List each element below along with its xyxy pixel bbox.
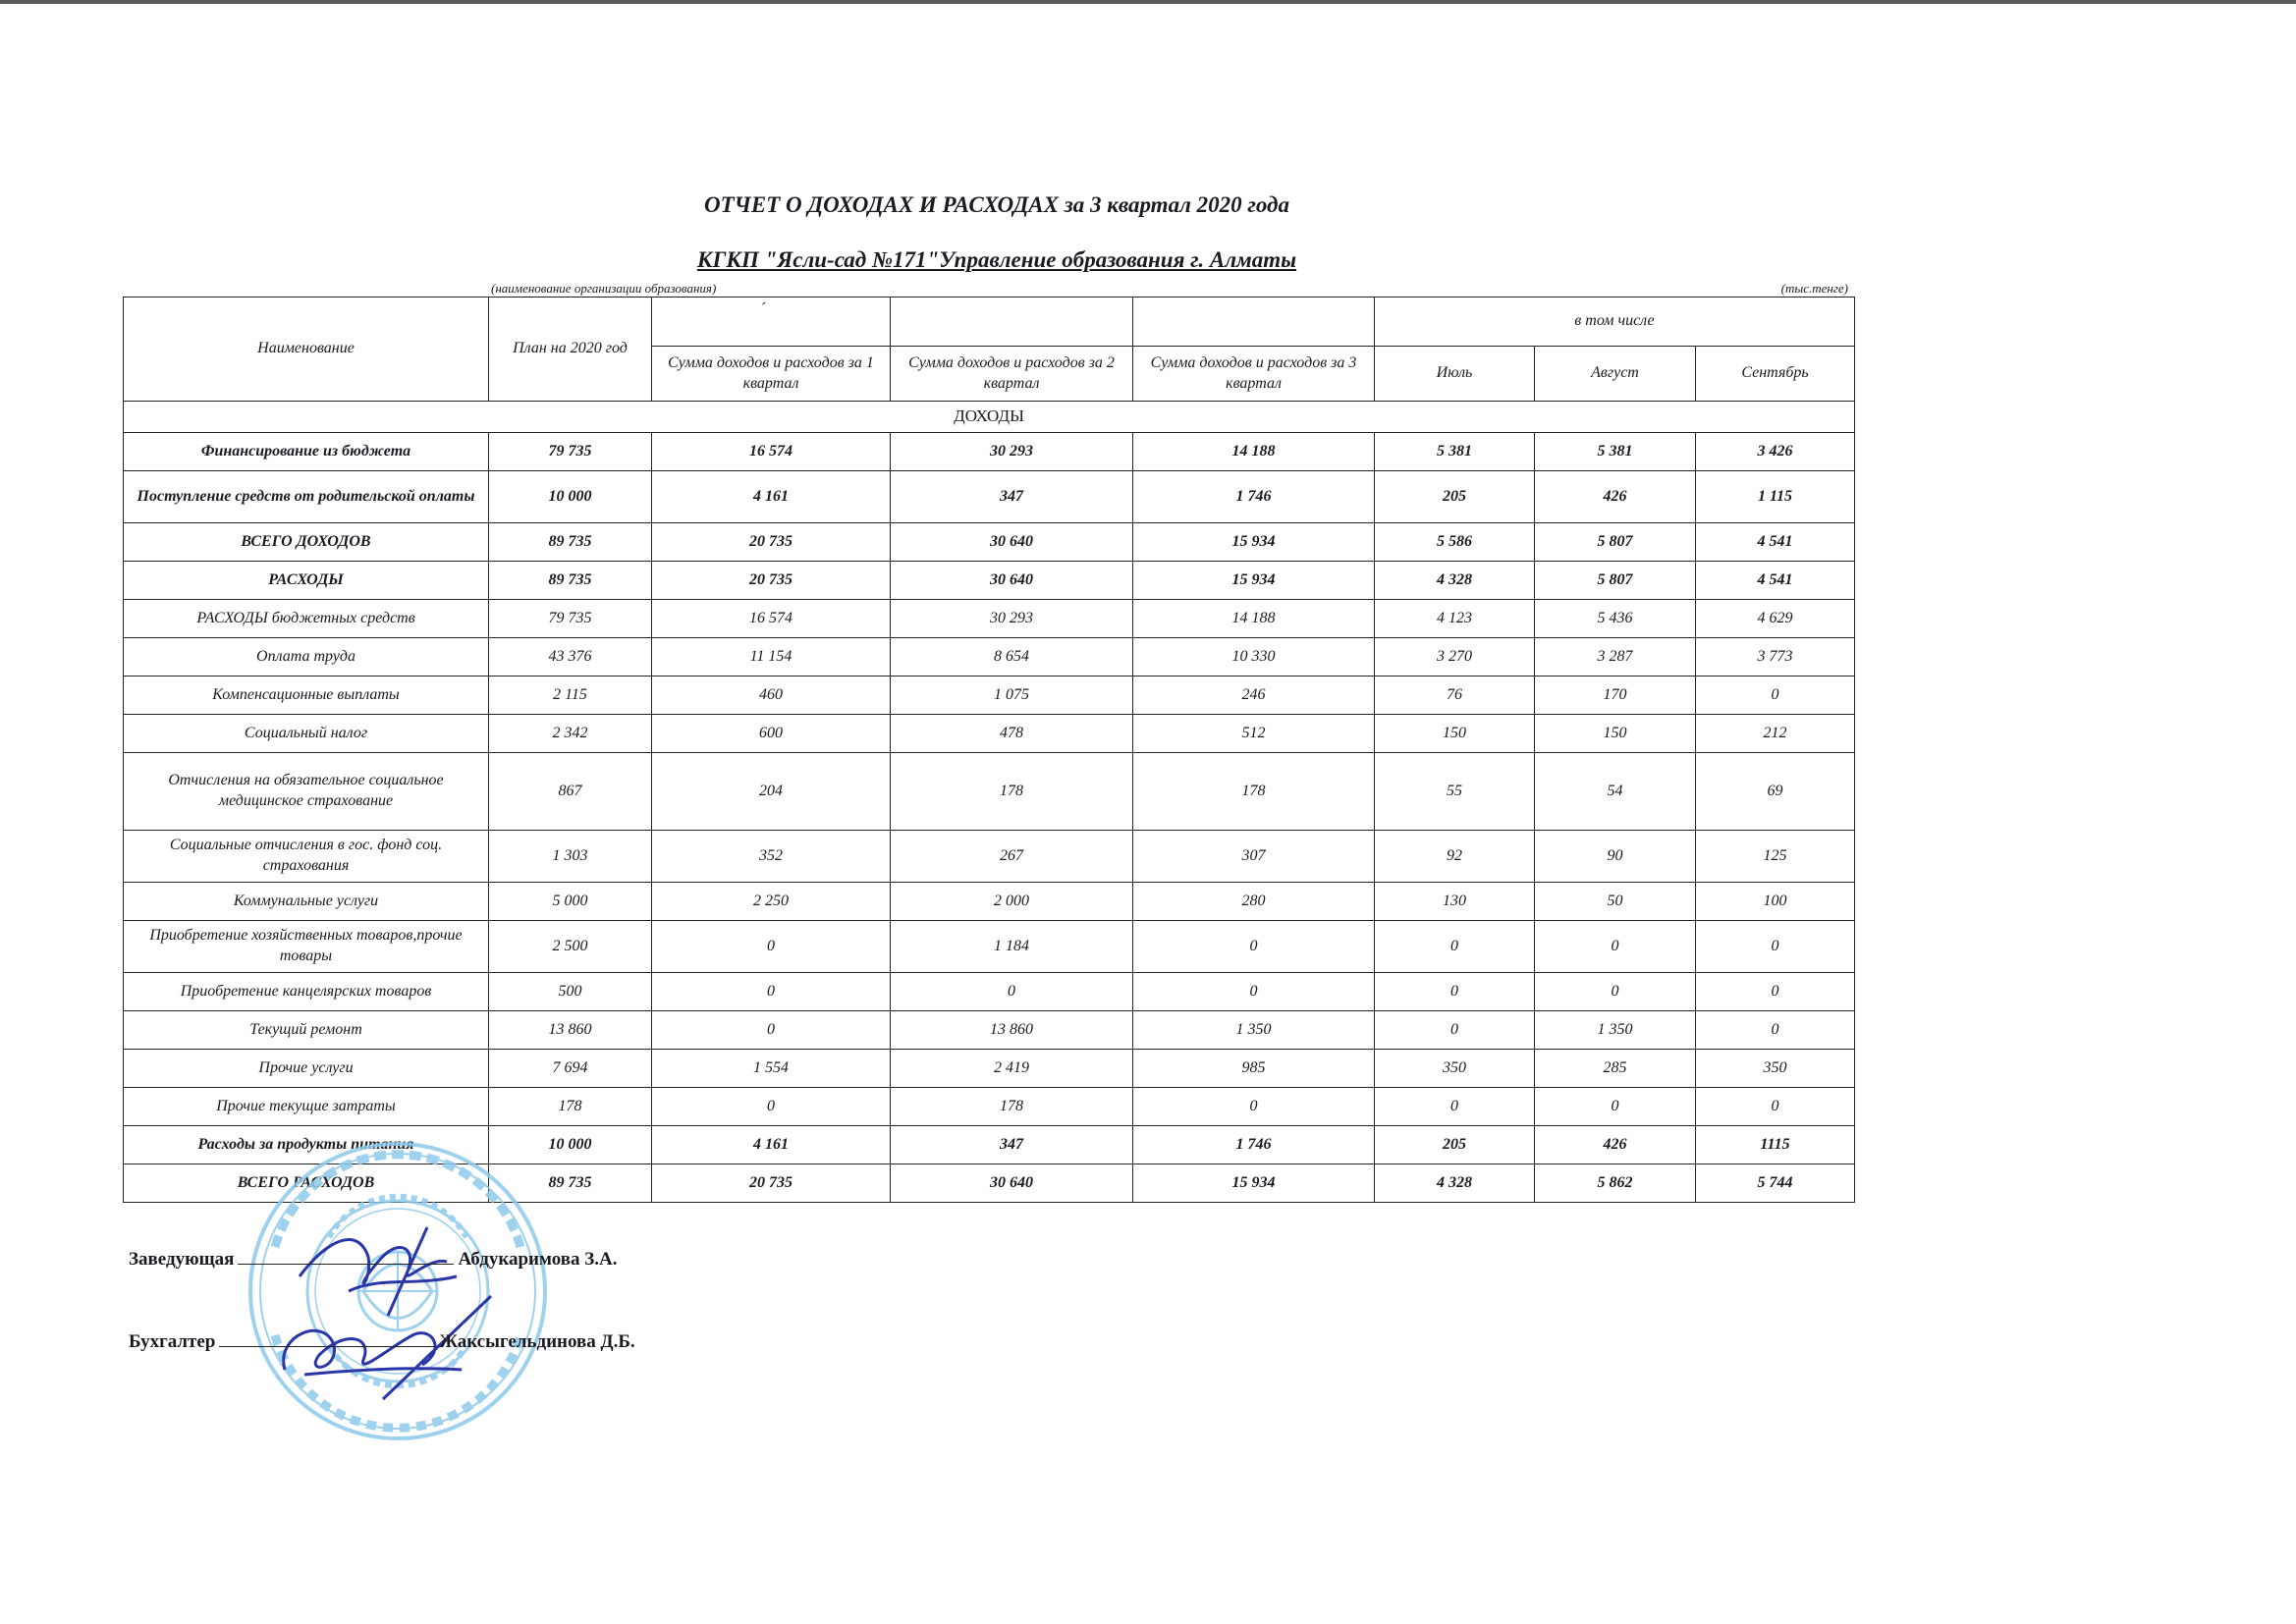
head-name: Абдукаримова З.А. bbox=[458, 1249, 618, 1270]
cell-q1: 20 735 bbox=[652, 523, 891, 562]
table-row bbox=[124, 638, 1855, 677]
row-label: Прочие услуги bbox=[124, 1050, 489, 1088]
cell-plan: 89 735 bbox=[489, 1164, 652, 1203]
cell-plan: 79 735 bbox=[489, 433, 652, 471]
cell-plan: 1 303 bbox=[489, 831, 652, 883]
cell-m8: 0 bbox=[1535, 921, 1696, 973]
row-label: Расходы за продукты питания bbox=[124, 1126, 489, 1164]
cell-q2: 1 075 bbox=[891, 677, 1133, 715]
col-header-plan: План на 2020 год bbox=[489, 298, 652, 402]
cell-m8: 285 bbox=[1535, 1050, 1696, 1088]
section-income: ДОХОДЫ bbox=[124, 402, 1855, 433]
col-header-q2: Сумма доходов и расходов за 2 квартал bbox=[891, 347, 1133, 402]
col-header-august: Август bbox=[1535, 347, 1696, 402]
organization-name: КГКП "Ясли-сад №171"Управление образования г. Алматы bbox=[696, 247, 1297, 272]
table-row bbox=[124, 973, 1855, 1011]
cell-plan: 178 bbox=[489, 1088, 652, 1126]
cell-m8: 426 bbox=[1535, 1126, 1696, 1164]
col-header-blank bbox=[891, 298, 1133, 347]
cell-q3: 15 934 bbox=[1133, 523, 1375, 562]
cell-m9: 5 744 bbox=[1696, 1164, 1855, 1203]
cell-m9: 0 bbox=[1696, 973, 1855, 1011]
cell-q1: 0 bbox=[652, 1011, 891, 1050]
cell-m8: 50 bbox=[1535, 883, 1696, 921]
col-header-q1: Сумма доходов и расходов за 1 квартал bbox=[652, 347, 891, 402]
cell-q2: 13 860 bbox=[891, 1011, 1133, 1050]
cell-q3: 1 350 bbox=[1133, 1011, 1375, 1050]
cell-m9: 125 bbox=[1696, 831, 1855, 883]
cell-q2: 2 419 bbox=[891, 1050, 1133, 1088]
cell-q3: 0 bbox=[1133, 1088, 1375, 1126]
cell-m8: 5 381 bbox=[1535, 433, 1696, 471]
cell-q2: 30 640 bbox=[891, 1164, 1133, 1203]
cell-m9: 4 541 bbox=[1696, 523, 1855, 562]
cell-q2: 30 293 bbox=[891, 433, 1133, 471]
cell-q1: 20 735 bbox=[652, 1164, 891, 1203]
organization-caption: (наименование организации образования) bbox=[491, 281, 717, 296]
row-label: РАСХОДЫ bbox=[124, 562, 489, 600]
table-row bbox=[124, 831, 1855, 883]
cell-q1: 352 bbox=[652, 831, 891, 883]
cell-m9: 0 bbox=[1696, 677, 1855, 715]
cell-m8: 90 bbox=[1535, 831, 1696, 883]
cell-q1: 16 574 bbox=[652, 600, 891, 638]
cell-m8: 170 bbox=[1535, 677, 1696, 715]
cell-plan: 500 bbox=[489, 973, 652, 1011]
cell-m7: 130 bbox=[1375, 883, 1535, 921]
cell-m8: 1 350 bbox=[1535, 1011, 1696, 1050]
cell-m9: 69 bbox=[1696, 753, 1855, 831]
table-row bbox=[124, 433, 1855, 471]
table-row bbox=[124, 523, 1855, 562]
row-label: Социальный налог bbox=[124, 715, 489, 753]
col-header-q3: Сумма доходов и расходов за 3 квартал bbox=[1133, 347, 1375, 402]
cell-m7: 0 bbox=[1375, 973, 1535, 1011]
cell-q1: 2 250 bbox=[652, 883, 891, 921]
cell-m8: 54 bbox=[1535, 753, 1696, 831]
table-row bbox=[124, 1011, 1855, 1050]
cell-q2: 1 184 bbox=[891, 921, 1133, 973]
table-row bbox=[124, 1088, 1855, 1126]
cell-q1: 0 bbox=[652, 1088, 891, 1126]
cell-q1: 1 554 bbox=[652, 1050, 891, 1088]
cell-m8: 3 287 bbox=[1535, 638, 1696, 677]
table-row bbox=[124, 1050, 1855, 1088]
col-header-blank bbox=[1133, 298, 1375, 347]
cell-m8: 5 862 bbox=[1535, 1164, 1696, 1203]
accountant-role: Бухгалтер bbox=[129, 1331, 216, 1352]
cell-plan: 5 000 bbox=[489, 883, 652, 921]
row-label: ВСЕГО ДОХОДОВ bbox=[124, 523, 489, 562]
cell-m9: 350 bbox=[1696, 1050, 1855, 1088]
table-row bbox=[124, 753, 1855, 831]
cell-q1: 0 bbox=[652, 921, 891, 973]
cell-q2: 8 654 bbox=[891, 638, 1133, 677]
cell-q2: 30 640 bbox=[891, 523, 1133, 562]
cell-q3: 246 bbox=[1133, 677, 1375, 715]
cell-m8: 150 bbox=[1535, 715, 1696, 753]
cell-q3: 307 bbox=[1133, 831, 1375, 883]
table-row bbox=[124, 471, 1855, 523]
cell-m8: 5 436 bbox=[1535, 600, 1696, 638]
cell-q2: 178 bbox=[891, 753, 1133, 831]
cell-q1: 4 161 bbox=[652, 1126, 891, 1164]
col-header-july: Июль bbox=[1375, 347, 1535, 402]
cell-q3: 0 bbox=[1133, 921, 1375, 973]
col-header-including: в том числе bbox=[1375, 298, 1855, 347]
cell-plan: 79 735 bbox=[489, 600, 652, 638]
row-label: ВСЕГО РАСХОДОВ bbox=[124, 1164, 489, 1203]
cell-plan: 43 376 bbox=[489, 638, 652, 677]
cell-m8: 5 807 bbox=[1535, 562, 1696, 600]
cell-m7: 3 270 bbox=[1375, 638, 1535, 677]
row-label: Отчисления на обязательное социальное медицинское страхование bbox=[124, 753, 489, 831]
cell-q3: 15 934 bbox=[1133, 562, 1375, 600]
cell-q3: 178 bbox=[1133, 753, 1375, 831]
cell-m7: 0 bbox=[1375, 1011, 1535, 1050]
cell-q2: 478 bbox=[891, 715, 1133, 753]
cell-plan: 13 860 bbox=[489, 1011, 652, 1050]
cell-m7: 205 bbox=[1375, 1126, 1535, 1164]
table-row bbox=[124, 921, 1855, 973]
cell-plan: 10 000 bbox=[489, 1126, 652, 1164]
cell-q3: 0 bbox=[1133, 973, 1375, 1011]
report-title: ОТЧЕТ О ДОХОДАХ И РАСХОДАХ за 3 квартал 2020 года bbox=[704, 192, 1289, 217]
cell-m9: 0 bbox=[1696, 1088, 1855, 1126]
row-label: Текущий ремонт bbox=[124, 1011, 489, 1050]
col-header-name: Наименование bbox=[124, 298, 489, 402]
signature-underline bbox=[219, 1346, 435, 1347]
cell-q2: 347 bbox=[891, 1126, 1133, 1164]
cell-m9: 1 115 bbox=[1696, 471, 1855, 523]
row-label: Прочие текущие затраты bbox=[124, 1088, 489, 1126]
cell-m8: 0 bbox=[1535, 1088, 1696, 1126]
cell-q1: 4 161 bbox=[652, 471, 891, 523]
cell-m7: 150 bbox=[1375, 715, 1535, 753]
row-label: Финансирование из бюджета bbox=[124, 433, 489, 471]
cell-q3: 985 bbox=[1133, 1050, 1375, 1088]
cell-m7: 0 bbox=[1375, 1088, 1535, 1126]
cell-q1: 0 bbox=[652, 973, 891, 1011]
cell-m9: 3 773 bbox=[1696, 638, 1855, 677]
cell-m7: 0 bbox=[1375, 921, 1535, 973]
scan-top-border bbox=[0, 0, 2296, 4]
row-label: Коммунальные услуги bbox=[124, 883, 489, 921]
cell-plan: 867 bbox=[489, 753, 652, 831]
cell-q2: 30 640 bbox=[891, 562, 1133, 600]
cell-plan: 89 735 bbox=[489, 562, 652, 600]
cell-q2: 347 bbox=[891, 471, 1133, 523]
cell-q3: 1 746 bbox=[1133, 471, 1375, 523]
table-row bbox=[124, 715, 1855, 753]
cell-m9: 3 426 bbox=[1696, 433, 1855, 471]
accountant-name: Жаксыгельдинова Д.Б. bbox=[439, 1331, 635, 1352]
col-header-blank-mark: ´ bbox=[652, 298, 891, 347]
cell-plan: 7 694 bbox=[489, 1050, 652, 1088]
unit-caption: (тыс.тенге) bbox=[1780, 281, 1848, 296]
cell-q1: 16 574 bbox=[652, 433, 891, 471]
cell-q3: 14 188 bbox=[1133, 600, 1375, 638]
cell-m8: 0 bbox=[1535, 973, 1696, 1011]
cell-m7: 5 381 bbox=[1375, 433, 1535, 471]
row-label: Приобретение хозяйственных товаров,прочие товары bbox=[124, 921, 489, 973]
cell-q3: 512 bbox=[1133, 715, 1375, 753]
cell-plan: 10 000 bbox=[489, 471, 652, 523]
accountant-signature-line bbox=[129, 1331, 635, 1353]
cell-q2: 0 bbox=[891, 973, 1133, 1011]
row-label: Оплата труда bbox=[124, 638, 489, 677]
row-label: Приобретение канцелярских товаров bbox=[124, 973, 489, 1011]
cell-q2: 2 000 bbox=[891, 883, 1133, 921]
cell-plan: 2 115 bbox=[489, 677, 652, 715]
cell-q1: 11 154 bbox=[652, 638, 891, 677]
cell-q1: 204 bbox=[652, 753, 891, 831]
cell-m9: 212 bbox=[1696, 715, 1855, 753]
cell-q3: 15 934 bbox=[1133, 1164, 1375, 1203]
cell-m7: 55 bbox=[1375, 753, 1535, 831]
cell-m7: 4 328 bbox=[1375, 562, 1535, 600]
cell-plan: 89 735 bbox=[489, 523, 652, 562]
col-header-september: Сентябрь bbox=[1696, 347, 1855, 402]
head-role: Заведующая bbox=[129, 1249, 235, 1270]
cell-m9: 0 bbox=[1696, 1011, 1855, 1050]
table-row bbox=[124, 562, 1855, 600]
cell-m7: 92 bbox=[1375, 831, 1535, 883]
signature-underline bbox=[238, 1264, 454, 1265]
cell-m8: 426 bbox=[1535, 471, 1696, 523]
cell-m9: 1115 bbox=[1696, 1126, 1855, 1164]
cell-q3: 1 746 bbox=[1133, 1126, 1375, 1164]
cell-plan: 2 342 bbox=[489, 715, 652, 753]
cell-m7: 76 bbox=[1375, 677, 1535, 715]
cell-q2: 178 bbox=[891, 1088, 1133, 1126]
cell-m7: 350 bbox=[1375, 1050, 1535, 1088]
row-label: РАСХОДЫ бюджетных средств bbox=[124, 600, 489, 638]
cell-q2: 30 293 bbox=[891, 600, 1133, 638]
cell-plan: 2 500 bbox=[489, 921, 652, 973]
cell-m9: 4 629 bbox=[1696, 600, 1855, 638]
cell-m7: 4 123 bbox=[1375, 600, 1535, 638]
cell-q3: 280 bbox=[1133, 883, 1375, 921]
row-label: Компенсационные выплаты bbox=[124, 677, 489, 715]
income-expense-table bbox=[123, 297, 1855, 1203]
cell-m7: 205 bbox=[1375, 471, 1535, 523]
row-label: Поступление средств от родительской оплаты bbox=[124, 471, 489, 523]
cell-m9: 4 541 bbox=[1696, 562, 1855, 600]
table-row bbox=[124, 677, 1855, 715]
table-row bbox=[124, 883, 1855, 921]
head-signature-line bbox=[129, 1249, 618, 1271]
cell-q3: 14 188 bbox=[1133, 433, 1375, 471]
cell-m7: 4 328 bbox=[1375, 1164, 1535, 1203]
cell-m9: 0 bbox=[1696, 921, 1855, 973]
cell-q1: 460 bbox=[652, 677, 891, 715]
cell-q2: 267 bbox=[891, 831, 1133, 883]
cell-m9: 100 bbox=[1696, 883, 1855, 921]
cell-m7: 5 586 bbox=[1375, 523, 1535, 562]
cell-q3: 10 330 bbox=[1133, 638, 1375, 677]
table-row bbox=[124, 600, 1855, 638]
cell-q1: 600 bbox=[652, 715, 891, 753]
cell-q1: 20 735 bbox=[652, 562, 891, 600]
cell-m8: 5 807 bbox=[1535, 523, 1696, 562]
row-label: Социальные отчисления в гос. фонд соц. страхования bbox=[124, 831, 489, 883]
